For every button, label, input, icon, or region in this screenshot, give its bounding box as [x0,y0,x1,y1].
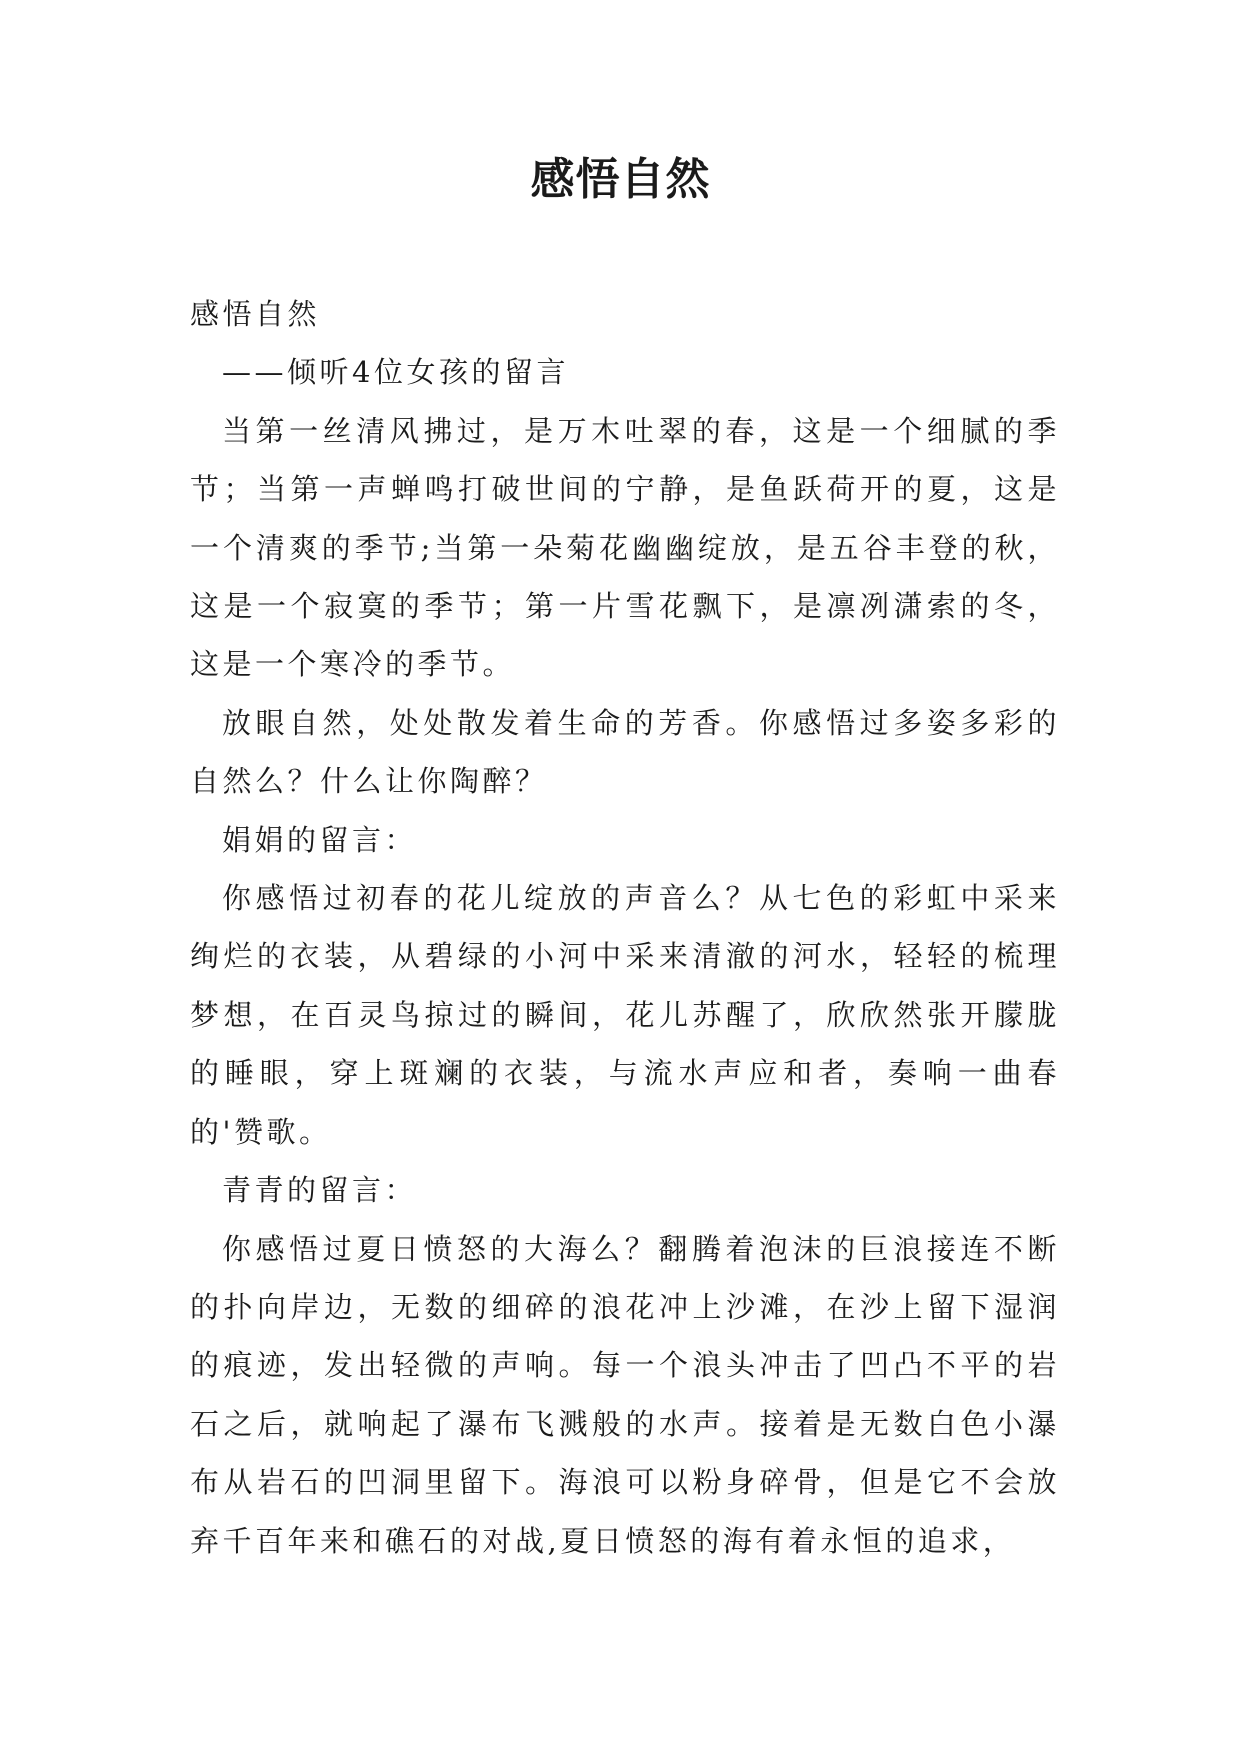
message-heading-juanjuan: 娟娟的留言： [222,822,418,857]
article-heading: 感悟自然 [190,297,321,331]
message-heading-qingqing: 青青的留言： [222,1173,418,1208]
paragraph-qingqing-message: 你感悟过夏日愤怒的大海么？翻腾着泡沫的巨浪接连不断的扑向岸边，无数的细碎的浪花冲上沙滩，在沙上留下湿润的痕迹，发出轻微的声响。每一个浪头冲击了凹凸不平的岩石之后，就响起了瀑布飞溅般的水声。接着是无数白色小瀑布从岩石的凹洞里留下。海浪可以粉身碎骨，但是它不会放弃千百年来和礁石的对战,夏日愤怒的海有着永恒的追求， [190,1231,1060,1558]
paragraph-juanjuan-message: 你感悟过初春的花儿绽放的声音么？从七色的彩虹中采来绚烂的衣装，从碧绿的小河中采来清澈的河水，轻轻的梳理梦想，在百灵鸟掠过的瞬间，花儿苏醒了，欣欣然张开朦胧的睡眼，穿上斑斓的衣装，与流水声应和者，奏响一曲春的'赞歌。 [190,881,1060,1149]
document-title: 感悟自然 [530,154,711,205]
paragraph-seasons: 当第一丝清风拂过，是万木吐翠的春，这是一个细腻的季节；当第一声蝉鸣打破世间的宁静，是鱼跃荷开的夏，这是一个清爽的季节;当第一朵菊花幽幽绽放，是五谷丰登的秋，这是一个寂寞的季节；第一片雪花飘下，是凛冽潇索的冬，这是一个寒冷的季节。 [190,413,1060,682]
document-body [190,285,1060,1570]
paragraph-nature: 放眼自然，处处散发着生命的芳香。你感悟过多姿多彩的自然么？什么让你陶醉？ [190,705,1060,799]
article-subtitle: ——倾听4位女孩的留言 [222,355,569,390]
